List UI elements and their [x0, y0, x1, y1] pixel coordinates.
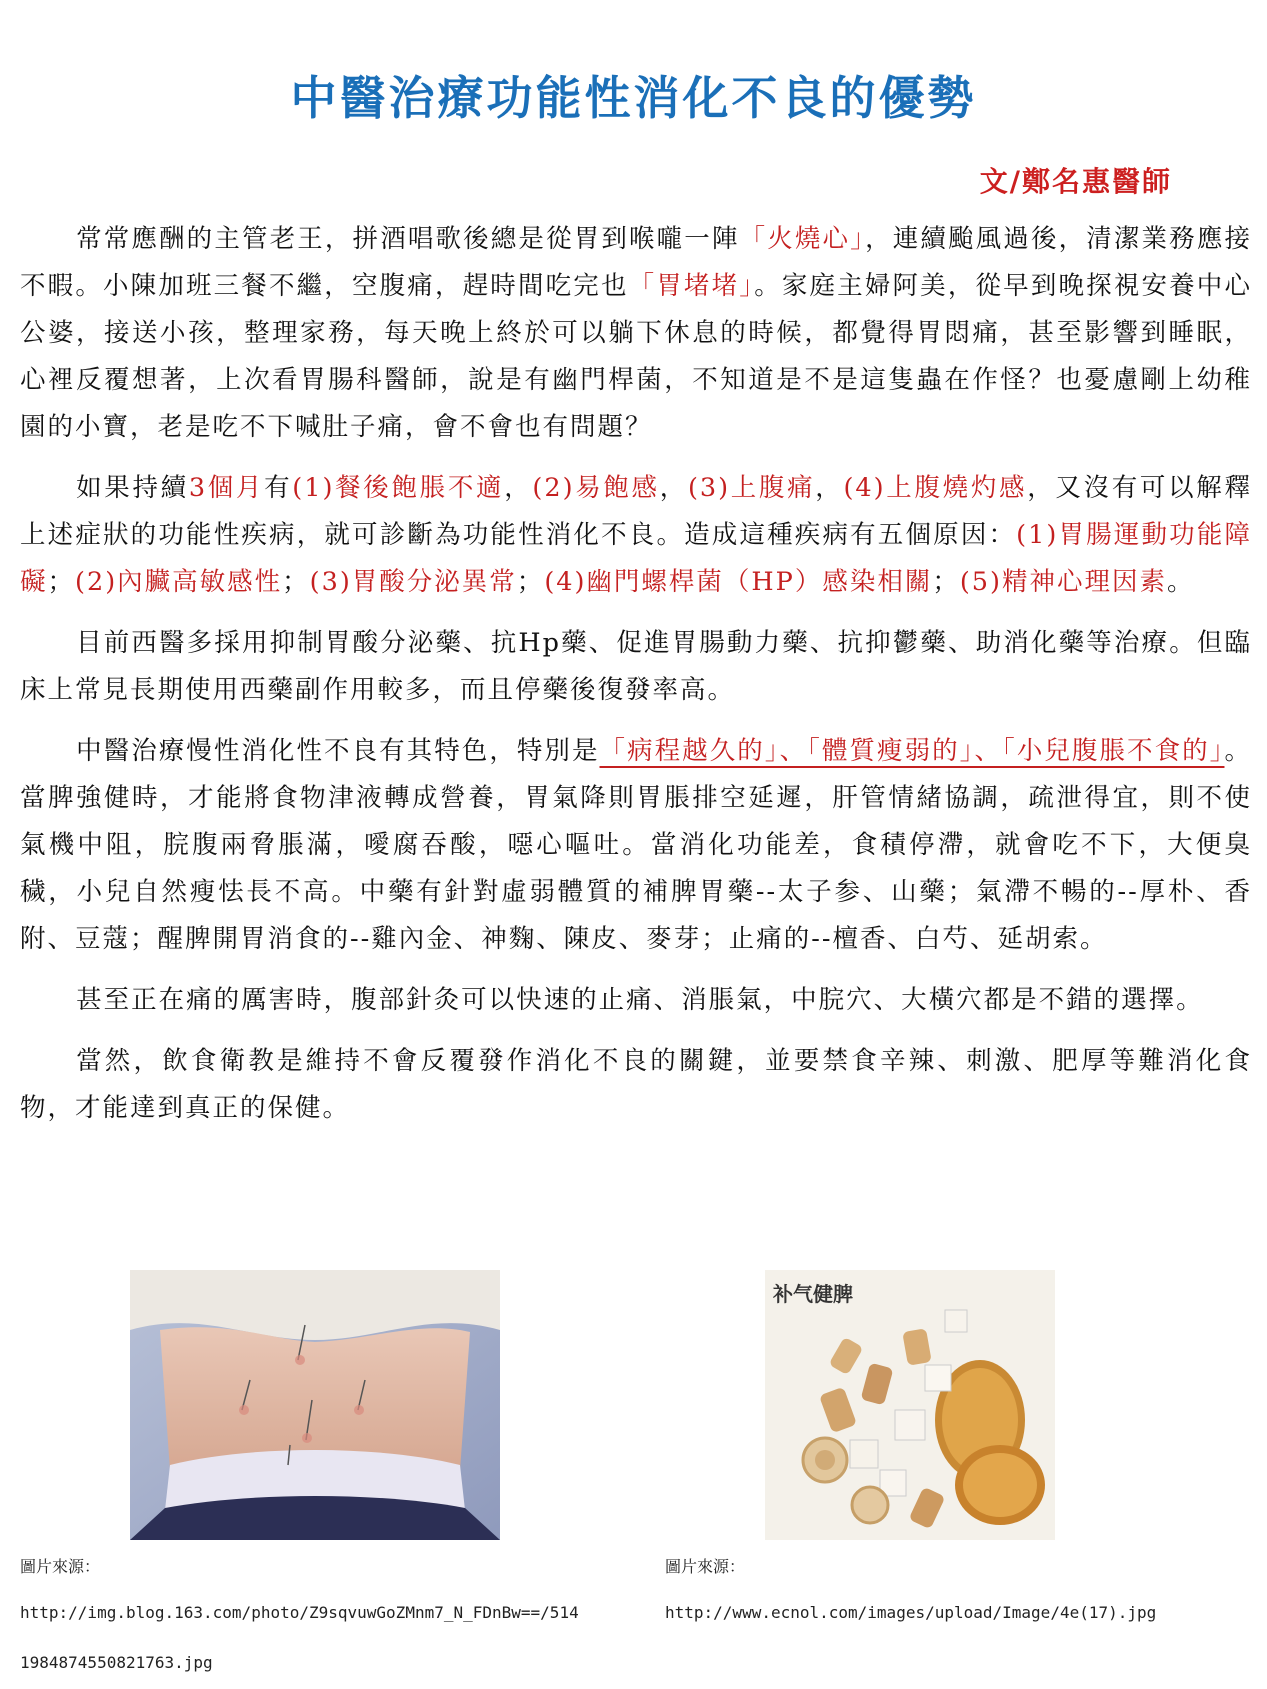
body-text: 。家庭主婦阿美，從早到晚探視安養中心公婆，接送小孩，整理家務，每天晚上終於可以躺下休息的時候，都覺得胃悶痛，甚至影響到睡眠，心裡反覆想著，上次看胃腸科醫師，說是有幽門桿菌，不知道是不是這隻蟲在作怪？也憂慮剛上幼稚園的小寶，老是吃不下喊肚子痛，會不會也有問題？ [20, 271, 1252, 442]
highlight-text: (1)餐後飽脹不適 [292, 473, 505, 503]
paragraph-5: 甚至正在痛的厲害時，腹部針灸可以快速的止痛、消脹氣，中脘穴、大橫穴都是不錯的選擇。 [76, 985, 1204, 1015]
acupuncture-photo [130, 1270, 500, 1540]
body-text: ； [47, 567, 76, 597]
caption-url-1-cont[interactable]: 1984874550821763.jpg [20, 1653, 213, 1672]
page-title: 中醫治療功能性消化不良的優勢 [290, 71, 977, 125]
herb-photo-label: 补气健脾 [773, 1282, 853, 1306]
body-text: 。當脾強健時，才能將食物津液轉成營養，胃氣降則胃脹排空延遲，肝管情緒協調，疏泄得宜，則不使氣機中阻，脘腹兩脅脹滿，噯腐吞酸，噁心嘔吐。當消化功能差，食積停滯，就會吃不下，大便臭穢，小兒自然瘦怯長不高。中藥有針對虛弱體質的補脾胃藥--太子参、山藥；氣滯不暢的--厚朴、香附、豆蔻；醒脾開胃消食的--雞內金、神麴、陳皮、麥芽；止痛的--檀香、白芍、延胡索。 [20, 736, 1252, 954]
body-text: 。 [1166, 567, 1195, 597]
body-text: 中醫治療慢性消化性不良有其特色，特別是 [76, 736, 600, 766]
body-text: ； [932, 567, 960, 597]
highlight-text: (1)胃腸運動功能障礙 [20, 520, 1252, 597]
paragraph-3: 目前西醫多採用抑制胃酸分泌藥、抗Hp藥、促進胃腸動力藥、抗抑鬱藥、助消化藥等治療。但臨床上常見長期使用西藥副作用較多，而且停藥後復發率高。 [20, 628, 1252, 705]
highlight-text: (2)易飽感 [532, 473, 660, 503]
paragraph-1 [20, 216, 1252, 451]
herbs-photo [765, 1270, 1055, 1540]
body-text: 有 [264, 473, 293, 503]
article-body [20, 216, 1252, 1146]
body-text: ， [815, 473, 844, 503]
highlight-text: (3)胃酸分泌異常 [309, 567, 517, 597]
caption-url-2[interactable]: http://www.ecnol.com/images/upload/Image/4e(17).jpg [665, 1603, 1157, 1622]
body-text: 常常應酬的主管老王，拼酒唱歌後總是從胃到喉嚨一陣 [76, 224, 740, 254]
highlight-text: (3)上腹痛 [687, 473, 816, 503]
paragraph-6: 當然，飲食衛教是維持不會反覆發作消化不良的關鍵，並要禁食辛辣、刺激、肥厚等難消化食物，才能達到真正的保健。 [20, 1046, 1252, 1123]
caption-label-1: 圖片來源： [20, 1557, 101, 1576]
body-text: ， [659, 473, 688, 503]
highlight-text: (4)幽門螺桿菌（HP）感染相關 [544, 567, 933, 597]
body-text: ，連續颱風過後，清潔業務應接不暇。小陳加班三餐不繼，空腹痛，趕時間吃完也 [20, 224, 1252, 301]
body-text: ； [282, 567, 310, 597]
highlight-text: 「胃堵堵」 [628, 271, 755, 301]
caption-url-1[interactable]: http://img.blog.163.com/photo/Z9sqvuwGoZMnm7_N_FDnBw==/514 [20, 1603, 579, 1622]
paragraph-4 [20, 728, 1252, 963]
paragraph-2 [20, 465, 1252, 606]
highlight-text: 「病程越久的」、「體質瘦弱的」、「小兒腹脹不食的」 [599, 736, 1225, 766]
highlight-text: 「火燒心」 [739, 224, 866, 254]
highlight-text: (5)精神心理因素 [959, 567, 1167, 597]
body-text: 如果持續 [76, 473, 189, 503]
body-text: ，又沒有可以解釋上述症狀的功能性疾病，就可診斷為功能性消化不良。造成這種疾病有五個原因： [20, 473, 1252, 550]
body-text: ， [504, 473, 533, 503]
highlight-text: (4)上腹燒灼感 [843, 473, 1028, 503]
caption-label-2: 圖片來源： [665, 1557, 746, 1576]
author-byline: 文/鄭名惠醫師 [979, 165, 1172, 198]
body-text: ； [516, 567, 545, 597]
highlight-text: 3個月 [188, 473, 265, 503]
highlight-text: (2)內臟高敏感性 [75, 567, 283, 597]
